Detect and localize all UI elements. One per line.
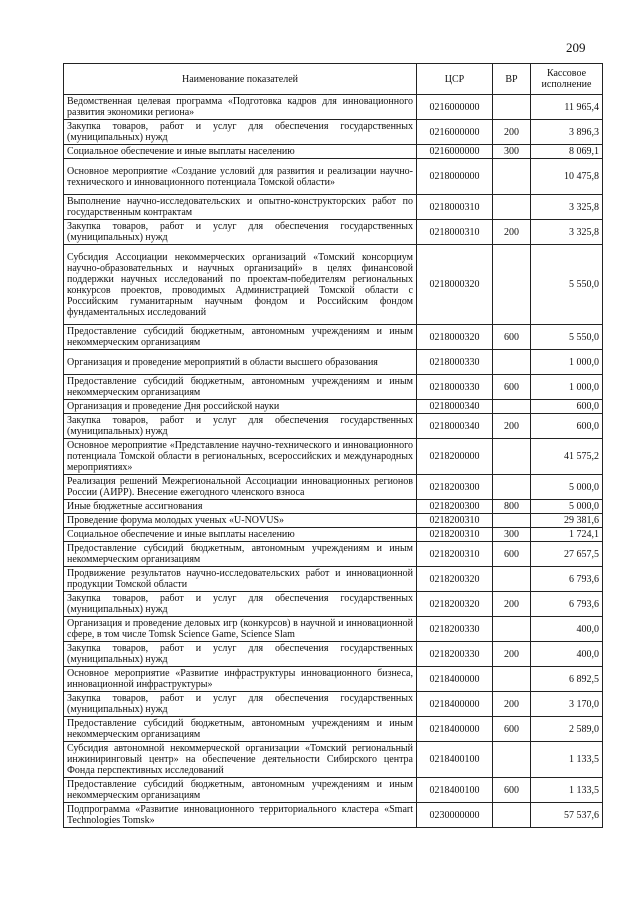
row-csr: 0218400000 [417,667,493,692]
row-amount: 6 793,6 [531,567,603,592]
row-amount: 3 170,0 [531,692,603,717]
table-row [64,617,603,642]
row-vr: 600 [493,717,531,742]
row-vr [493,617,531,642]
row-csr: 0218400100 [417,778,493,803]
page-number: 209 [566,40,586,55]
table-row [64,692,603,717]
row-name: Продвижение результатов научно-исследовательских работ и инновационной продукции Томской области [64,567,417,592]
row-name: Закупка товаров, работ и услуг для обеспечения государственных (муниципальных) нужд [64,592,417,617]
row-amount: 3 325,8 [531,195,603,220]
header-csr: ЦСР [417,64,493,95]
row-name: Подпрограмма «Развитие инновационного территориального кластера «Smart Technologies Tomsk» [64,803,417,828]
row-name: Организация и проведение Дня российской науки [64,400,417,414]
row-csr: 0218200330 [417,617,493,642]
row-csr: 0218400000 [417,692,493,717]
row-amount: 1 724,1 [531,528,603,542]
row-csr: 0218000330 [417,350,493,375]
row-amount: 600,0 [531,400,603,414]
row-vr: 300 [493,145,531,159]
table-row [64,667,603,692]
row-vr: 200 [493,592,531,617]
row-csr: 0218200300 [417,475,493,500]
row-amount: 5 000,0 [531,500,603,514]
row-amount: 6 793,6 [531,592,603,617]
table-row [64,567,603,592]
table-row [64,475,603,500]
row-vr [493,667,531,692]
table-row [64,803,603,828]
row-amount: 10 475,8 [531,159,603,195]
row-vr [493,742,531,778]
row-vr [493,439,531,475]
row-name: Закупка товаров, работ и услуг для обеспечения государственных (муниципальных) нужд [64,642,417,667]
table-row [64,717,603,742]
header-amount: Кассовое исполнение [531,64,603,95]
row-csr: 0218400100 [417,742,493,778]
row-amount: 11 965,4 [531,95,603,120]
row-amount: 1 000,0 [531,350,603,375]
row-amount: 1 000,0 [531,375,603,400]
table-row [64,400,603,414]
table-row [64,528,603,542]
row-name: Предоставление субсидий бюджетным, автономным учреждениям и иным некоммерческим организациям [64,778,417,803]
budget-table [63,63,603,828]
row-vr: 600 [493,375,531,400]
row-amount: 5 000,0 [531,475,603,500]
row-csr: 0218200310 [417,542,493,567]
row-vr: 200 [493,414,531,439]
row-name: Социальное обеспечение и иные выплаты населению [64,528,417,542]
row-vr [493,195,531,220]
row-name: Выполнение научно-исследовательских и опытно-конструкторских работ по государственным контрактам [64,195,417,220]
row-csr: 0218200310 [417,514,493,528]
table-row [64,514,603,528]
table-row [64,195,603,220]
row-amount: 1 133,5 [531,742,603,778]
row-vr: 300 [493,528,531,542]
row-name: Организация и проведение мероприятий в области высшего образования [64,350,417,375]
row-name: Предоставление субсидий бюджетным, автономным учреждениям и иным некоммерческим организациям [64,375,417,400]
row-amount: 29 381,6 [531,514,603,528]
row-csr: 0218000310 [417,220,493,245]
row-csr: 0216000000 [417,145,493,159]
table-row [64,325,603,350]
row-csr: 0218200310 [417,528,493,542]
row-vr: 600 [493,542,531,567]
row-name: Ведомственная целевая программа «Подготовка кадров для инновационного развития экономики региона» [64,95,417,120]
row-name: Закупка товаров, работ и услуг для обеспечения государственных (муниципальных) нужд [64,414,417,439]
table-row [64,439,603,475]
row-name: Субсидия автономной некоммерческой организации «Томский региональный инжиниринговый центр» на обеспечение деятельности Сибирского центра Фонда перспективных исследований [64,742,417,778]
row-vr [493,245,531,325]
row-name: Основное мероприятие «Представление научно-технического и инновационного потенциала Томской области в региональных, всероссийских и международных мероприятиях» [64,439,417,475]
row-vr: 600 [493,778,531,803]
row-csr: 0218000330 [417,375,493,400]
row-vr [493,514,531,528]
row-name: Предоставление субсидий бюджетным, автономным учреждениям и иным некоммерческим организациям [64,325,417,350]
row-vr [493,400,531,414]
row-amount: 400,0 [531,617,603,642]
row-name: Закупка товаров, работ и услуг для обеспечения государственных (муниципальных) нужд [64,120,417,145]
row-amount: 2 589,0 [531,717,603,742]
row-vr [493,475,531,500]
table-row [64,542,603,567]
row-csr: 0218200000 [417,439,493,475]
row-amount: 8 069,1 [531,145,603,159]
row-csr: 0218000340 [417,414,493,439]
row-amount: 41 575,2 [531,439,603,475]
row-vr: 200 [493,220,531,245]
row-name: Предоставление субсидий бюджетным, автономным учреждениям и иным некоммерческим организациям [64,542,417,567]
row-amount: 5 550,0 [531,245,603,325]
table-row [64,375,603,400]
table-row [64,245,603,325]
table-row [64,120,603,145]
row-csr: 0216000000 [417,120,493,145]
row-name: Закупка товаров, работ и услуг для обеспечения государственных (муниципальных) нужд [64,220,417,245]
row-name: Основное мероприятие «Развитие инфраструктуры инновационного бизнеса, инновационной инфраструктуры» [64,667,417,692]
row-name: Закупка товаров, работ и услуг для обеспечения государственных (муниципальных) нужд [64,692,417,717]
row-csr: 0218200320 [417,567,493,592]
row-amount: 3 325,8 [531,220,603,245]
row-csr: 0218000000 [417,159,493,195]
row-vr: 200 [493,120,531,145]
row-csr: 0218000310 [417,195,493,220]
table-row [64,95,603,120]
table-row [64,220,603,245]
row-csr: 0218000340 [417,400,493,414]
row-vr: 200 [493,642,531,667]
row-vr [493,803,531,828]
table-row [64,145,603,159]
row-name: Субсидия Ассоциации некоммерческих организаций «Томский консорциум научно-образовательных и научных организаций» в целях финансовой поддержки научных исследований по проектам-победителям региональных конкурсов проектов, проводимых Администрацией Томской области с Российским гуманитарным научным фондом и Российским фондом фундаментальных исследований [64,245,417,325]
table-row [64,642,603,667]
row-csr: 0218200300 [417,500,493,514]
row-vr [493,567,531,592]
row-name: Основное мероприятие «Создание условий для развития и реализации научно-технического и инновационного потенциала Томской области» [64,159,417,195]
row-name: Реализация решений Межрегиональной Ассоциации инновационных регионов России (АИРР). Внесение ежегодного членского взноса [64,475,417,500]
row-amount: 3 896,3 [531,120,603,145]
table-row [64,778,603,803]
header-name: Наименование показателей [64,64,417,95]
row-csr: 0218000320 [417,245,493,325]
table-row [64,500,603,514]
header-vr: ВР [493,64,531,95]
row-amount: 6 892,5 [531,667,603,692]
row-name: Организация и проведение деловых игр (конкурсов) в научной и инновационной сфере, в том числе Tomsk Science Game, Science Slam [64,617,417,642]
row-csr: 0218000320 [417,325,493,350]
table-row [64,592,603,617]
table-row [64,414,603,439]
row-vr: 800 [493,500,531,514]
table-row [64,350,603,375]
row-amount: 600,0 [531,414,603,439]
row-vr [493,159,531,195]
row-vr [493,350,531,375]
row-vr [493,95,531,120]
row-name: Социальное обеспечение и иные выплаты населению [64,145,417,159]
row-name: Иные бюджетные ассигнования [64,500,417,514]
row-amount: 27 657,5 [531,542,603,567]
table-row [64,742,603,778]
row-vr: 200 [493,692,531,717]
row-csr: 0216000000 [417,95,493,120]
row-csr: 0230000000 [417,803,493,828]
table-row [64,159,603,195]
row-csr: 0218200320 [417,592,493,617]
row-amount: 400,0 [531,642,603,667]
table-header-row [64,64,603,95]
row-csr: 0218200330 [417,642,493,667]
row-amount: 1 133,5 [531,778,603,803]
row-amount: 57 537,6 [531,803,603,828]
row-amount: 5 550,0 [531,325,603,350]
row-csr: 0218400000 [417,717,493,742]
row-name: Предоставление субсидий бюджетным, автономным учреждениям и иным некоммерческим организациям [64,717,417,742]
row-vr: 600 [493,325,531,350]
row-name: Проведение форума молодых ученых «U-NOVUS» [64,514,417,528]
